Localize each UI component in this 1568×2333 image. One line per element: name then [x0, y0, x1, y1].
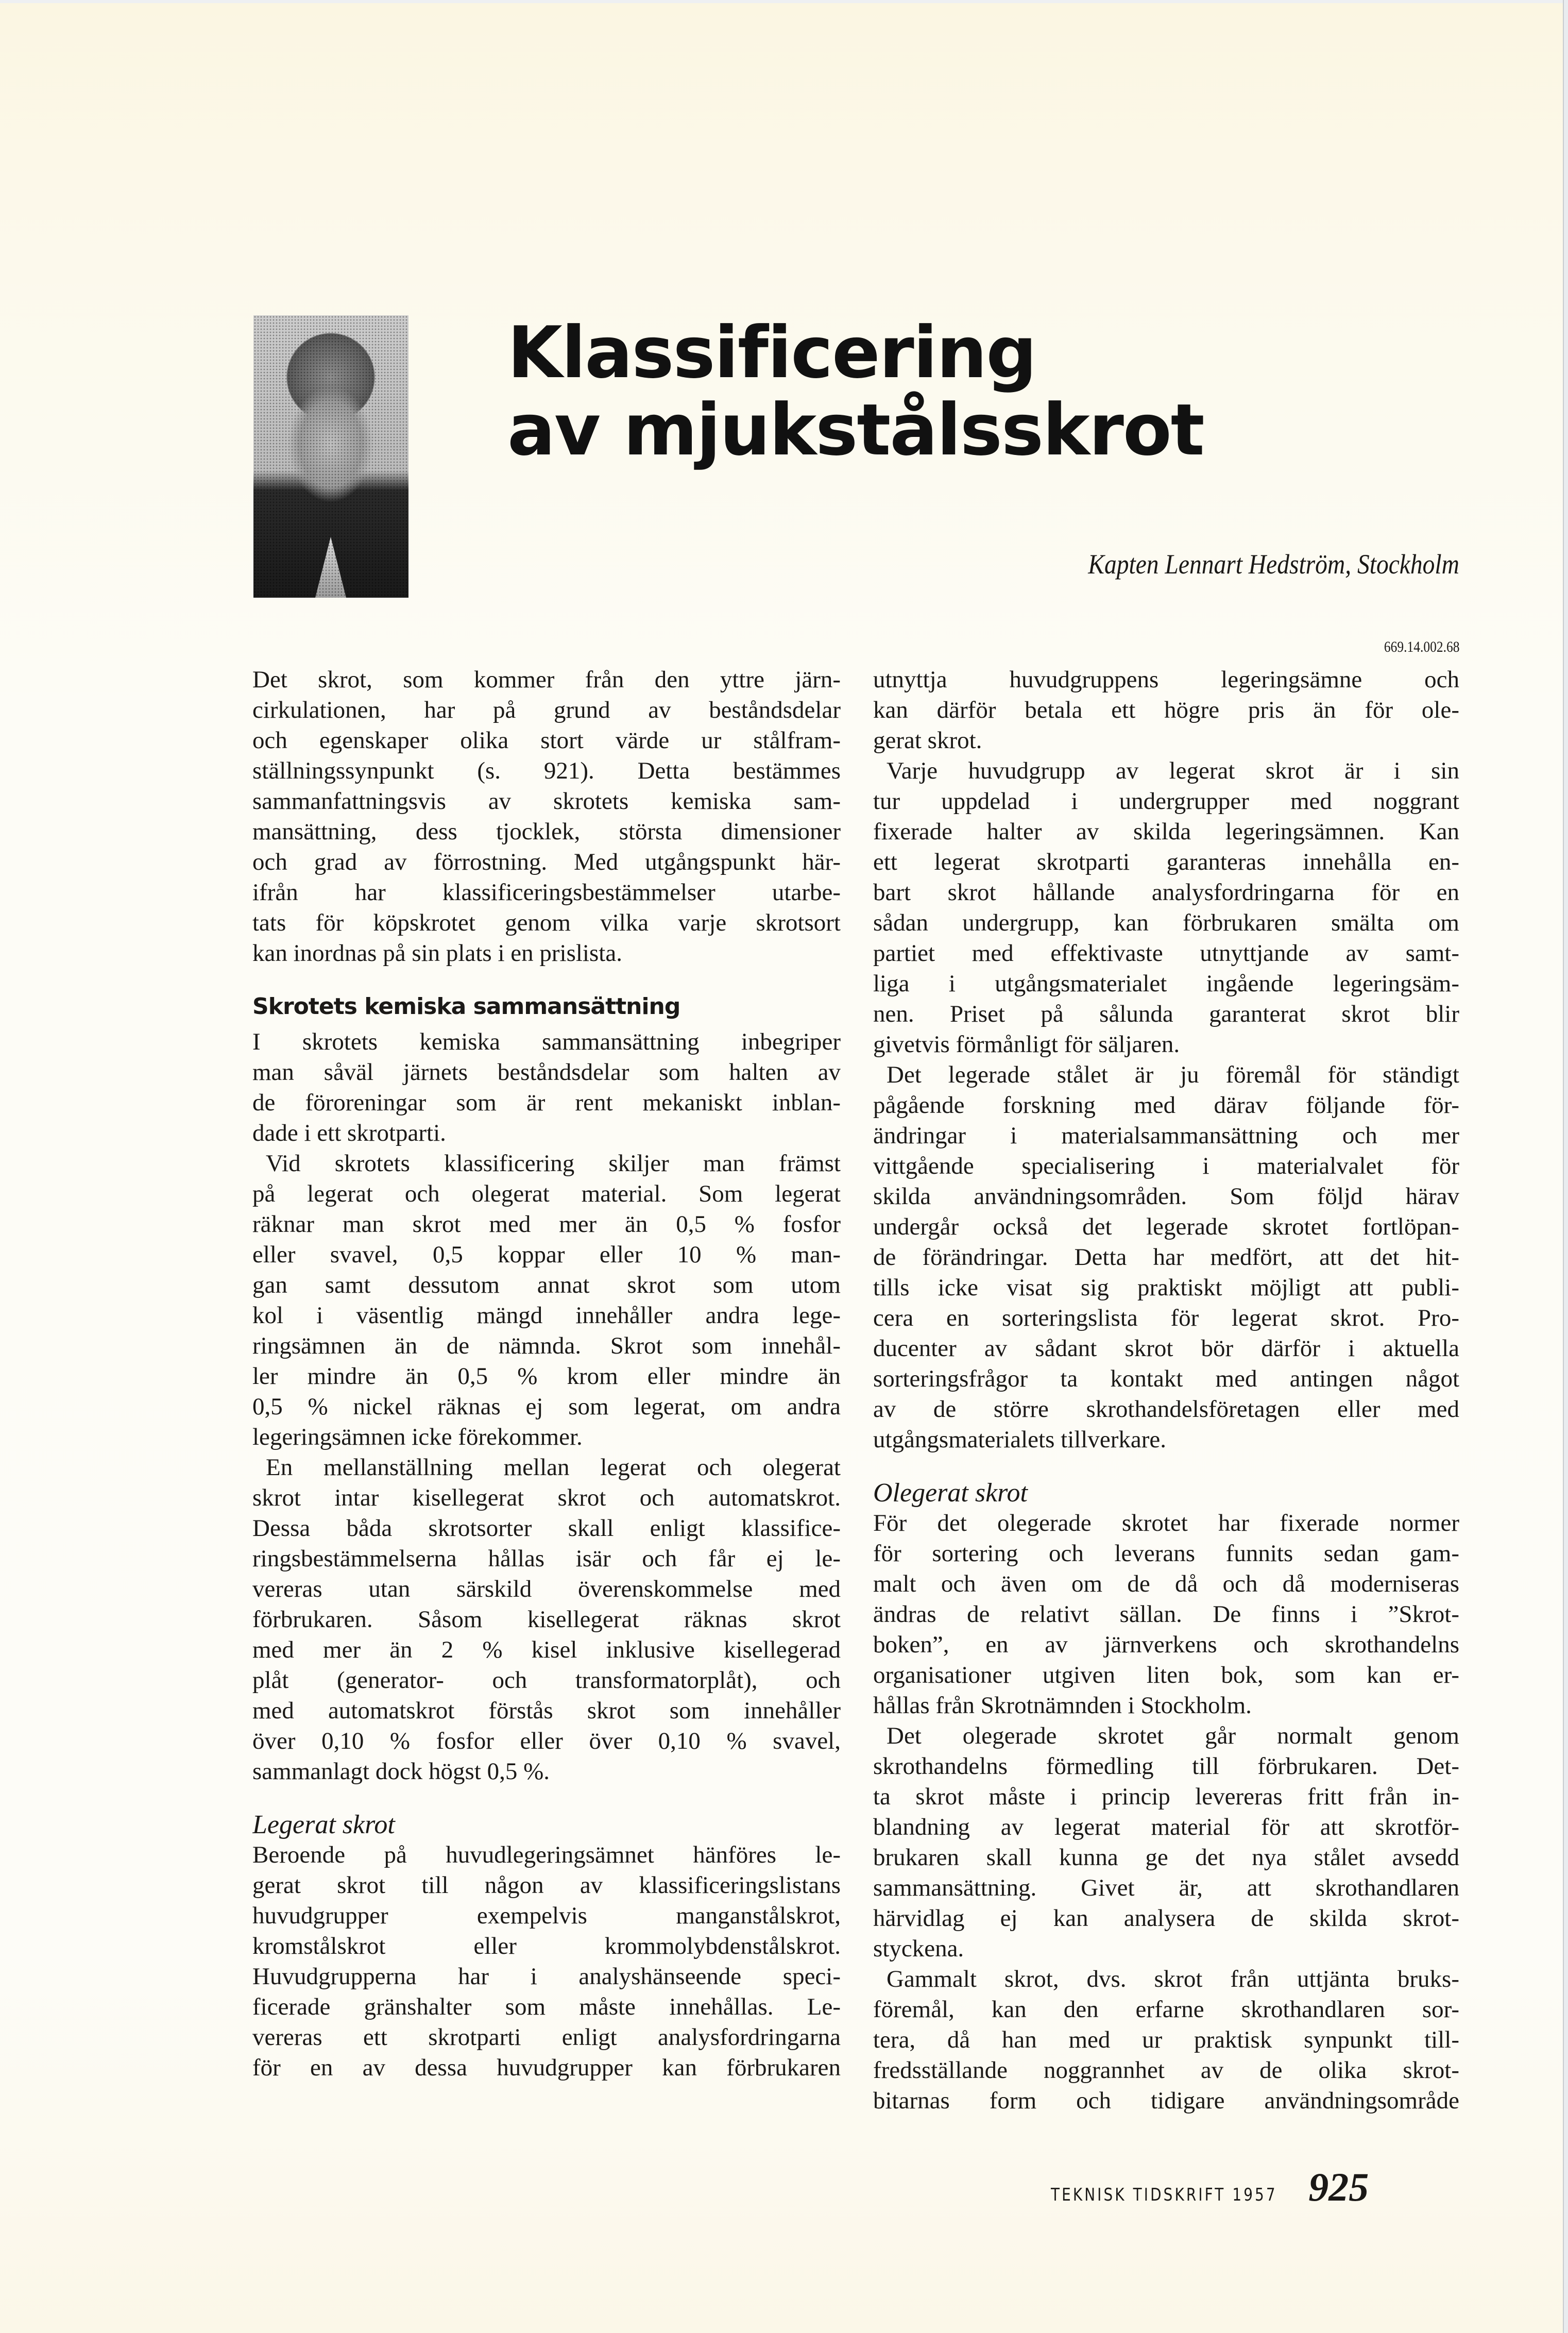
text-line: ifrån har klassificeringsbestämmelser utarbe- — [252, 879, 841, 906]
paragraph — [873, 1508, 1459, 1721]
spacer — [873, 1455, 1459, 1478]
text-line: ler mindre än 0,5 % krom eller mindre än — [252, 1363, 841, 1390]
text-line: kan därför betala ett högre pris än för ole- — [873, 697, 1459, 723]
text-line: ställningssynpunkt (s. 921). Detta bestämmes — [252, 757, 841, 784]
page-top-edge — [0, 0, 1568, 3]
text-line: cirkulationen, har på grund av beståndsdelar — [252, 697, 841, 723]
text-line: I skrotets kemiska sammansättning inbegriper — [252, 1028, 841, 1055]
text-line: organisationer utgiven liten bok, som kan er- — [873, 1662, 1459, 1688]
text-line: boken”, en av järnverkens och skrothandelns — [873, 1631, 1459, 1658]
text-line: Det skrot, som kommer från den yttre järn- — [252, 666, 841, 693]
text-line: ringsämnen än de nämnda. Skrot som innehål- — [252, 1332, 841, 1359]
text-line: hållas från Skrotnämnden i Stockholm. — [873, 1692, 1252, 1719]
text-line: gan samt dessutom annat skrot som utom — [252, 1272, 841, 1298]
text-line: vereras utan särskild överenskommelse med — [252, 1576, 841, 1602]
text-line: ducenter av sådant skrot bör därför i aktuella — [873, 1335, 1459, 1362]
text-line: och egenskaper olika stort värde ur stålfram- — [252, 727, 841, 754]
text-line: de föroreningar som är rent mekaniskt inblan- — [252, 1089, 841, 1116]
section-heading-alloyed-scrap: Legerat skrot — [252, 1810, 395, 1839]
text-line: cera en sorteringslista för legerat skrot. Pro- — [873, 1305, 1459, 1331]
text-line: över 0,10 % fosfor eller över 0,10 % svavel, — [252, 1728, 841, 1754]
text-line: sammansättning. Givet är, att skrothandlaren — [873, 1874, 1459, 1901]
text-line: bart skrot hållande analysfordringarna för en — [873, 879, 1459, 906]
text-line: utgångsmaterialets tillverkare. — [873, 1426, 1167, 1453]
text-line: malt och även om de då och då moderniseras — [873, 1570, 1459, 1597]
text-line: kol i väsentlig mängd innehåller andra lege- — [252, 1302, 841, 1329]
text-line: undergår också det legerade skrotet fortlöpan- — [873, 1213, 1459, 1240]
text-line: tats för köpskrotet genom vilka varje skrotsort — [252, 909, 841, 936]
page-footer — [1051, 2164, 1369, 2210]
text-line: partiet med effektivaste utnyttjande av samt- — [873, 940, 1459, 967]
text-line: legeringsämnen icke förekommer. — [252, 1424, 583, 1450]
left-column — [252, 665, 841, 2083]
title-line-1: Klassificering — [507, 311, 1036, 394]
text-line: ta skrot måste i princip levereras fritt från in- — [873, 1783, 1459, 1810]
text-line: man såväl järnets beståndsdelar som halten av — [252, 1059, 841, 1086]
text-line: Varje huvudgrupp av legerat skrot är i sin — [887, 757, 1459, 784]
text-line: givetvis förmånligt för säljaren. — [873, 1031, 1180, 1058]
text-line: för sortering och leverans funnits sedan gam- — [873, 1540, 1459, 1567]
text-line: blandning av legerat material för att skrotför- — [873, 1814, 1459, 1840]
text-line: ändras de relativt sällan. De finns i ”Skrot- — [873, 1601, 1459, 1628]
text-line: skrot intar kisellegerat skrot och automatskrot. — [252, 1484, 841, 1511]
text-line: tur uppdelad i undergrupper med noggrant — [873, 788, 1459, 815]
journal-name: TEKNISK TIDSKRIFT 1957 — [1051, 2185, 1277, 2205]
text-line: mansättning, dess tjocklek, största dimensioner — [252, 818, 841, 845]
text-line: vereras ett skrotparti enligt analysfordringarna — [252, 2024, 841, 2051]
paragraph — [252, 1840, 841, 2083]
text-line: ficerade gränshalter som måste innehållas. Le- — [252, 1993, 841, 2020]
text-line: utnyttja huvudgruppens legeringsämne och — [873, 666, 1459, 693]
text-line: tera, då han med ur praktisk synpunkt till- — [873, 2026, 1459, 2053]
text-line: Beroende på huvudlegeringsämnet hänföres le- — [252, 1841, 841, 1868]
text-line: nen. Priset på sålunda garanterat skrot blir — [873, 1001, 1459, 1027]
text-line: sorteringsfrågor ta kontakt med antingen något — [873, 1365, 1459, 1392]
text-line: vittgående specialisering i materialvalet för — [873, 1153, 1459, 1179]
text-line: ett legerat skrotparti garanteras innehålla en- — [873, 849, 1459, 875]
text-line: 0,5 % nickel räknas ej som legerat, om andra — [252, 1393, 841, 1420]
text-line: sammanfattningsvis av skrotets kemiska sam- — [252, 788, 841, 815]
paragraph — [252, 1452, 841, 1787]
intro-paragraph — [252, 665, 841, 969]
text-line: förbrukaren. Såsom kisellegerat räknas skrot — [252, 1606, 841, 1633]
text-line: fredsställande noggrannhet av de olika skrot- — [873, 2057, 1459, 2084]
halftone-pattern — [253, 315, 408, 598]
text-line: ändringar i materialsammansättning och mer — [873, 1122, 1459, 1149]
text-line: de förändringar. Detta har medfört, att det hit- — [873, 1244, 1459, 1271]
text-line: ringsbestämmelserna hållas isär och får ej le- — [252, 1545, 841, 1572]
text-line: huvudgrupper exempelvis manganstålskrot, — [252, 1902, 841, 1929]
right-column — [873, 665, 1459, 2116]
text-line: Det legerade stålet är ju föremål för ständigt — [887, 1061, 1459, 1088]
text-line: Vid skrotets klassificering skiljer man främst — [266, 1150, 841, 1177]
paragraph — [873, 1964, 1459, 2116]
text-line: dade i ett skrotparti. — [252, 1120, 446, 1146]
text-line: på legerat och olegerat material. Som legerat — [252, 1180, 841, 1207]
author-portrait-photo — [253, 315, 408, 598]
page-number: 925 — [1308, 2165, 1369, 2209]
text-line: fixerade halter av skilda legeringsämnen. Kan — [873, 818, 1459, 845]
text-line: tills icke visat sig praktiskt möjligt att publi- — [873, 1274, 1459, 1301]
page-right-edge — [1563, 0, 1568, 2333]
author-byline: Kapten Lennart Hedström, Stockholm — [1088, 549, 1459, 580]
text-line: pågående forskning med därav följande för- — [873, 1092, 1459, 1119]
text-line: brukaren skall kunna ge det nya stålet avsedd — [873, 1844, 1459, 1871]
text-line: och grad av förrostning. Med utgångspunkt här- — [252, 849, 841, 875]
title-line-2: av mjukstålsskrot — [507, 388, 1204, 471]
udc-classification: 669.14.002.68 — [1384, 638, 1459, 655]
text-line: räknar man skrot med mer än 0,5 % fosfor — [252, 1211, 841, 1238]
text-line: sådan undergrupp, kan förbrukaren smälta om — [873, 909, 1459, 936]
article-title — [507, 311, 1204, 471]
text-line: gerat skrot. — [873, 727, 982, 754]
paragraph — [873, 756, 1459, 1060]
text-line: Huvudgrupperna har i analyshänseende speci- — [252, 1963, 841, 1990]
paragraph — [873, 1060, 1459, 1455]
paragraph — [252, 1148, 841, 1452]
text-line: styckena. — [873, 1935, 964, 1962]
text-line: sammanlagt dock högst 0,5 %. — [252, 1758, 550, 1785]
text-line: med automatskrot förstås skrot som innehåller — [252, 1697, 841, 1724]
text-line: föremål, kan den erfarne skrothandlaren sor- — [873, 1996, 1459, 2023]
text-line: gerat skrot till någon av klassificeringslistans — [252, 1872, 841, 1899]
paragraph — [252, 1027, 841, 1148]
text-line: av de större skrothandelsföretagen eller med — [873, 1396, 1459, 1423]
paragraph — [873, 1721, 1459, 1964]
text-line: Det olegerade skrotet går normalt genom — [887, 1722, 1459, 1749]
spacer — [252, 1787, 841, 1810]
text-line: plåt (generator- och transformatorplåt), och — [252, 1667, 841, 1694]
spacer — [252, 1022, 841, 1027]
text-line: Gammalt skrot, dvs. skrot från uttjänta bruks- — [887, 1966, 1459, 1992]
text-line: Dessa båda skrotsorter skall enligt klassifice- — [252, 1515, 841, 1542]
text-line: för en av dessa huvudgrupper kan förbrukaren — [252, 2054, 841, 2081]
text-line: bitarnas form och tidigare användningsområde — [873, 2087, 1459, 2114]
text-line: kromstålskrot eller krommolybdenstålskrot. — [252, 1933, 841, 1959]
text-line: liga i utgångsmaterialet ingående legeringsäm- — [873, 970, 1459, 997]
section-heading-unalloyed-scrap: Olegerat skrot — [873, 1478, 1028, 1508]
text-line: kan inordnas på sin plats i en prislista. — [252, 940, 622, 967]
text-line: skilda användningsområden. Som följd härav — [873, 1183, 1459, 1210]
text-line: skrothandelns förmedling till förbrukaren. Det- — [873, 1753, 1459, 1780]
spacer — [252, 969, 841, 991]
text-line: eller svavel, 0,5 koppar eller 10 % man- — [252, 1241, 841, 1268]
section-heading-chemical-composition: Skrotets kemiska sammansättning — [252, 993, 680, 1020]
text-line: En mellanställning mellan legerat och olegerat — [266, 1454, 841, 1481]
text-line: För det olegerade skrotet har fixerade normer — [873, 1510, 1459, 1536]
text-line: härvidlag ej kan analysera de skilda skrot- — [873, 1905, 1459, 1932]
paragraph — [873, 665, 1459, 756]
text-line: med mer än 2 % kisel inklusive kisellegerad — [252, 1636, 841, 1663]
